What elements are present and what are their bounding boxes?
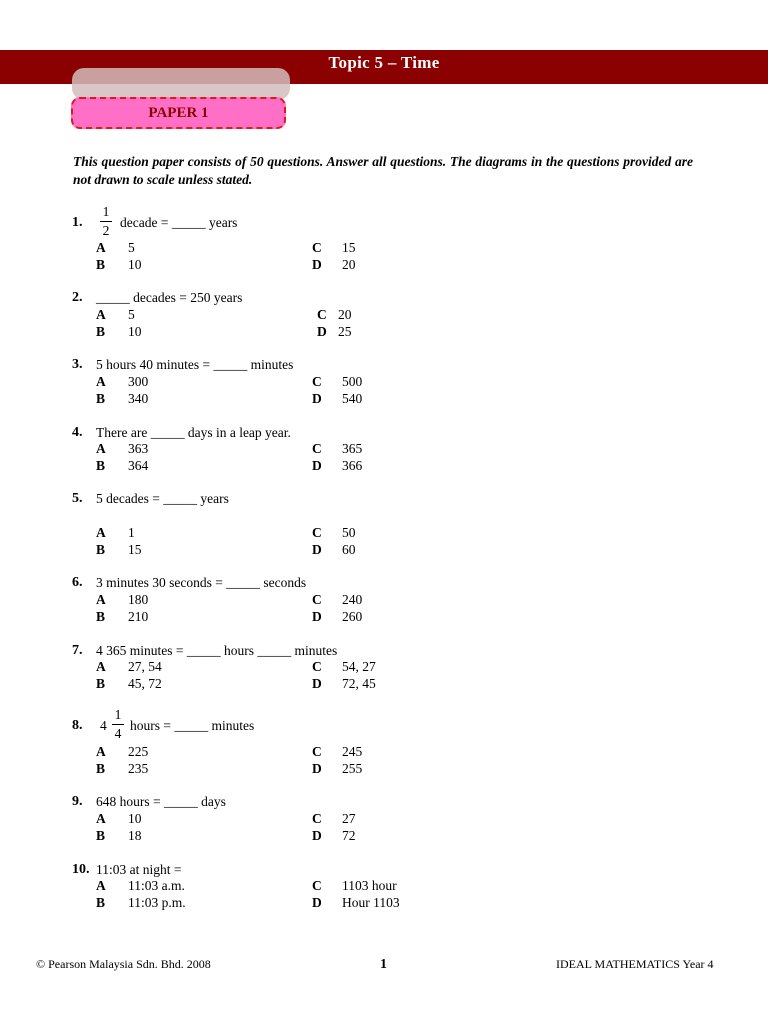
- option-letter: D: [317, 324, 327, 339]
- option-letter: C: [317, 307, 327, 322]
- copyright: © Pearson Malaysia Sdn. Bhd. 2008: [36, 957, 211, 971]
- option-letter: D: [312, 257, 322, 272]
- question-number: 10.: [72, 862, 90, 877]
- option-letter: A: [96, 525, 106, 540]
- option-letter: D: [312, 542, 322, 557]
- option-letter: A: [96, 744, 106, 759]
- option-letter: A: [96, 374, 106, 389]
- option-letter: C: [312, 744, 322, 759]
- question-stem: hours = _____ minutes: [130, 718, 255, 733]
- page-number: 1: [380, 957, 387, 972]
- question-stem: 5 decades = _____ years: [96, 491, 229, 506]
- option-text: 364: [128, 458, 149, 473]
- whole-number: 4: [100, 718, 107, 733]
- option-letter: A: [96, 240, 106, 255]
- option-letter: A: [96, 307, 106, 322]
- option-text: 340: [128, 391, 149, 406]
- option-text: 235: [128, 761, 149, 776]
- option-text: 11:03 p.m.: [128, 895, 186, 910]
- option-letter: C: [312, 592, 322, 607]
- option-letter: A: [96, 441, 106, 456]
- topic-title: Topic 5 – Time: [328, 53, 440, 72]
- option-letter: B: [96, 676, 106, 691]
- fraction: [112, 707, 124, 742]
- option-text: 225: [128, 744, 149, 759]
- option-letter: B: [96, 542, 106, 557]
- option-text: 180: [128, 592, 149, 607]
- question-stem: 11:03 at night =: [96, 862, 182, 877]
- option-letter: B: [96, 609, 106, 624]
- option-text: 10: [128, 811, 142, 826]
- question-number: 2.: [72, 290, 83, 305]
- option-text: 1103 hour: [342, 878, 397, 893]
- option-letter: B: [96, 828, 106, 843]
- fraction-denominator: 4: [114, 726, 122, 741]
- option-text: 260: [342, 609, 363, 624]
- option-letter: D: [312, 895, 322, 910]
- option-text: 27, 54: [128, 659, 162, 674]
- question-stem: 4 365 minutes = _____ hours _____ minutes: [96, 643, 338, 658]
- option-text: 72: [342, 828, 356, 843]
- question-stem: 3 minutes 30 seconds = _____ seconds: [96, 575, 307, 590]
- question-number: 4.: [72, 425, 83, 440]
- question-stem: _____ decades = 250 years: [96, 290, 243, 305]
- option-text: 245: [342, 744, 363, 759]
- option-text: 366: [342, 458, 363, 473]
- question-number: 7.: [72, 643, 83, 658]
- option-text: 60: [342, 542, 356, 557]
- option-letter: C: [312, 374, 322, 389]
- option-letter: D: [312, 458, 322, 473]
- option-text: 18: [128, 828, 142, 843]
- option-letter: D: [312, 828, 322, 843]
- option-letter: B: [96, 458, 106, 473]
- question-number: 9.: [72, 794, 83, 809]
- option-text: 25: [338, 324, 352, 339]
- option-text: 540: [342, 391, 363, 406]
- option-text: 72, 45: [342, 676, 376, 691]
- option-letter: A: [96, 811, 106, 826]
- question-stem: decade = _____ years: [120, 215, 238, 230]
- fraction-denominator: 2: [102, 223, 110, 238]
- question-number: 5.: [72, 491, 83, 506]
- fraction-numerator: 1: [114, 707, 122, 722]
- question-stem: 648 hours = _____ days: [96, 794, 226, 809]
- option-letter: C: [312, 525, 322, 540]
- option-text: 210: [128, 609, 149, 624]
- option-letter: D: [312, 676, 322, 691]
- option-letter: B: [96, 257, 106, 272]
- option-letter: D: [312, 761, 322, 776]
- option-text: 1: [128, 525, 135, 540]
- question-number: 1.: [72, 215, 83, 230]
- option-text: 15: [128, 542, 142, 557]
- question-stem: 5 hours 40 minutes = _____ minutes: [96, 357, 294, 372]
- option-letter: B: [96, 391, 106, 406]
- option-letter: B: [96, 324, 106, 339]
- question-stem: There are _____ days in a leap year.: [96, 425, 291, 440]
- option-text: 240: [342, 592, 363, 607]
- option-text: 20: [342, 257, 356, 272]
- instructions: This question paper consists of 50 questions. Answer all questions. The diagrams in the questions provided are not drawn to scale unless stated.: [73, 154, 693, 187]
- option-text: 5: [128, 240, 135, 255]
- option-letter: C: [312, 441, 322, 456]
- option-text: 27: [342, 811, 356, 826]
- option-text: 255: [342, 761, 363, 776]
- paper-tag: [71, 97, 286, 129]
- option-text: 15: [342, 240, 356, 255]
- option-letter: C: [312, 659, 322, 674]
- option-letter: C: [312, 811, 322, 826]
- option-text: 5: [128, 307, 135, 322]
- option-letter: D: [312, 391, 322, 406]
- option-text: Hour 1103: [342, 895, 400, 910]
- question-number: 3.: [72, 357, 83, 372]
- option-text: 50: [342, 525, 356, 540]
- option-text: 365: [342, 441, 363, 456]
- question-number: 8.: [72, 718, 83, 733]
- paper-label: PAPER 1: [148, 105, 209, 121]
- option-letter: C: [312, 878, 322, 893]
- option-letter: C: [312, 240, 322, 255]
- option-text: 300: [128, 374, 149, 389]
- option-text: 11:03 a.m.: [128, 878, 185, 893]
- option-text: 363: [128, 441, 149, 456]
- question-number: 6.: [72, 575, 83, 590]
- fraction: [100, 204, 112, 239]
- option-letter: D: [312, 609, 322, 624]
- option-letter: A: [96, 659, 106, 674]
- option-text: 20: [338, 307, 352, 322]
- book-title: IDEAL MATHEMATICS Year 4: [556, 957, 714, 971]
- option-text: 10: [128, 324, 142, 339]
- option-text: 45, 72: [128, 676, 162, 691]
- option-letter: A: [96, 592, 106, 607]
- option-text: 54, 27: [342, 659, 376, 674]
- option-letter: A: [96, 878, 106, 893]
- option-letter: B: [96, 895, 106, 910]
- option-text: 10: [128, 257, 142, 272]
- paper-tag-shadow: [72, 68, 290, 100]
- fraction-numerator: 1: [102, 204, 110, 219]
- option-letter: B: [96, 761, 106, 776]
- option-text: 500: [342, 374, 363, 389]
